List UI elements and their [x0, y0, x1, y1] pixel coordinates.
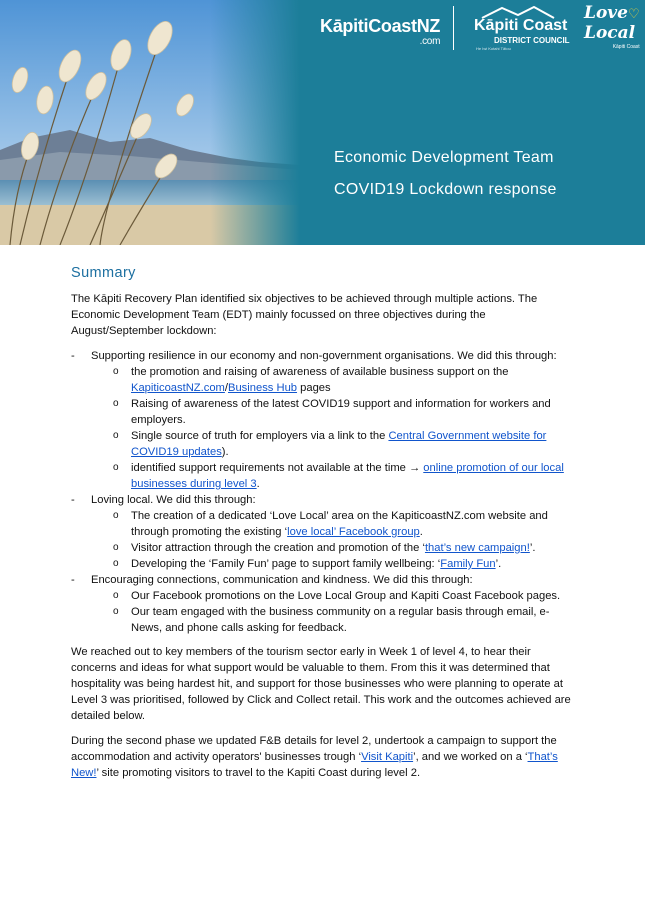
item-text: .: [419, 526, 423, 538]
paragraph-text: During the second phase we updated F&B details for level 2, undertook a campaign to support the accommodation and activity operators' businesses trough ‘: [71, 735, 557, 763]
love-local-tag: Kāpiti Coast: [612, 44, 640, 50]
circle-bullet: o: [113, 366, 119, 377]
document-body: [71, 265, 576, 790]
item-text: Our team engaged with the business community on a regular basis through email, e-News, and phone calls asking for feedback.: [131, 606, 550, 634]
kapiti-coast-district-council-logo: [462, 6, 582, 61]
item-text: Raising of awareness of the latest COVID19 support and information for workers and employers.: [131, 398, 551, 426]
paragraph-text: ’, and we worked on a ‘: [413, 751, 528, 763]
beach-photo: [0, 0, 300, 245]
family-fun-link[interactable]: Family Fun: [440, 558, 496, 570]
kapiticoastnz-logo: [320, 16, 441, 47]
circle-bullet: o: [113, 606, 119, 617]
thats-new-campaign-link[interactable]: that’s new campaign!: [424, 542, 530, 554]
love-text: Love: [584, 3, 628, 23]
list-item: [71, 460, 576, 492]
kapiticoastnz-link[interactable]: KapiticoastNZ.com: [131, 382, 225, 394]
title-line-1: Economic Development Team: [334, 149, 554, 166]
thats-new-link[interactable]: That’s New!: [71, 751, 558, 779]
central-government-link[interactable]: Central Government website for COVID19 updates: [131, 430, 547, 458]
item-text: ’.: [495, 558, 502, 570]
council-name: Kāpiti Coast: [474, 17, 568, 34]
item-text: .: [256, 478, 260, 490]
intro-paragraph: The Kāpiti Recovery Plan identified six objectives to be achieved through multiple actions. The Economic Development Team (EDT) mainly focussed on three objectives during the August/September lockdown:: [71, 293, 538, 337]
circle-bullet: o: [113, 430, 119, 441]
local-text: Local: [584, 23, 636, 43]
circle-bullet: o: [113, 558, 119, 569]
list-item: [71, 492, 576, 508]
item-text: ’.: [529, 542, 536, 554]
business-hub-link[interactable]: Business Hub: [228, 382, 298, 394]
item-text: ).: [221, 446, 229, 458]
list-item: [71, 508, 576, 540]
logo-main-suffix: .com: [419, 36, 441, 47]
online-promotion-link[interactable]: online promotion of our local businesses during level 3: [131, 462, 564, 490]
love-local-facebook-link[interactable]: love local’ Facebook group: [287, 526, 420, 538]
circle-bullet: o: [113, 510, 119, 521]
list-item: [71, 588, 576, 604]
circle-bullet: o: [113, 542, 119, 553]
objective-1-text: Supporting resilience in our economy and non-government organisations. We did this through:: [91, 350, 557, 362]
item-text: identified support requirements not available at the time →: [131, 462, 424, 474]
heart-icon: ♡: [628, 7, 640, 22]
paragraph-text: ’ site promoting visitors to travel to the Kapiti Coast during level 2.: [96, 767, 421, 779]
item-text: /: [224, 382, 228, 394]
second-phase-paragraph: [71, 733, 576, 781]
item-text: Developing the ‘Family Fun’ page to support family wellbeing: ‘: [131, 558, 441, 570]
item-text: The creation of a dedicated ‘Love Local’ area on the KapiticoastNZ.com website and through promoting the existing ‘: [131, 510, 548, 538]
header-banner: [0, 0, 645, 245]
item-text: Our Facebook promotions on the Love Local Group and Kapiti Coast Facebook pages.: [131, 590, 561, 602]
dash-bullet: -: [71, 494, 75, 506]
item-text: Visitor attraction through the creation and promotion of the ‘: [131, 542, 425, 554]
item-text: the promotion and raising of awareness of available business support on the: [131, 366, 509, 378]
tourism-paragraph: We reached out to key members of the tourism sector early in Week 1 of level 4, to hear their concerns and ideas for what support would be valuable to them. From this it was determined that hospitality was being hardest hit, and support for those businesses who were planning to operate at Level 3 was prioritised, followed by Click and Collect retail. This work and the outcomes achieved are detailed below.: [71, 646, 571, 722]
council-tagline: He Iwi Kotahi Tātou: [476, 46, 511, 51]
dash-bullet: -: [71, 350, 75, 362]
visit-kapiti-link[interactable]: Visit Kapiti: [361, 751, 414, 763]
circle-bullet: o: [113, 590, 119, 601]
list-item: [71, 556, 576, 572]
objectives-list: [71, 348, 576, 636]
item-text: Single source of truth for employers via a link to the: [131, 430, 389, 442]
love-local-logo: [584, 4, 640, 50]
list-item: [71, 604, 576, 636]
list-item: [71, 348, 576, 364]
logo-main-text: KāpitiCoastNZ: [320, 16, 441, 36]
logo-divider: [453, 6, 454, 50]
item-text: pages: [297, 382, 331, 394]
circle-bullet: o: [113, 462, 119, 473]
objective-3-text: Encouraging connections, communication and kindness. We did this through:: [91, 574, 473, 586]
list-item: [71, 428, 576, 460]
list-item: [71, 364, 576, 396]
council-sub: DISTRICT COUNCIL: [494, 36, 570, 45]
list-item: [71, 540, 576, 556]
circle-bullet: o: [113, 398, 119, 409]
dash-bullet: -: [71, 574, 75, 586]
summary-heading: Summary: [71, 265, 136, 281]
objective-2-text: Loving local. We did this through:: [91, 494, 256, 506]
title-line-2: COVID19 Lockdown response: [334, 181, 557, 198]
list-item: [71, 572, 576, 588]
list-item: [71, 396, 576, 428]
